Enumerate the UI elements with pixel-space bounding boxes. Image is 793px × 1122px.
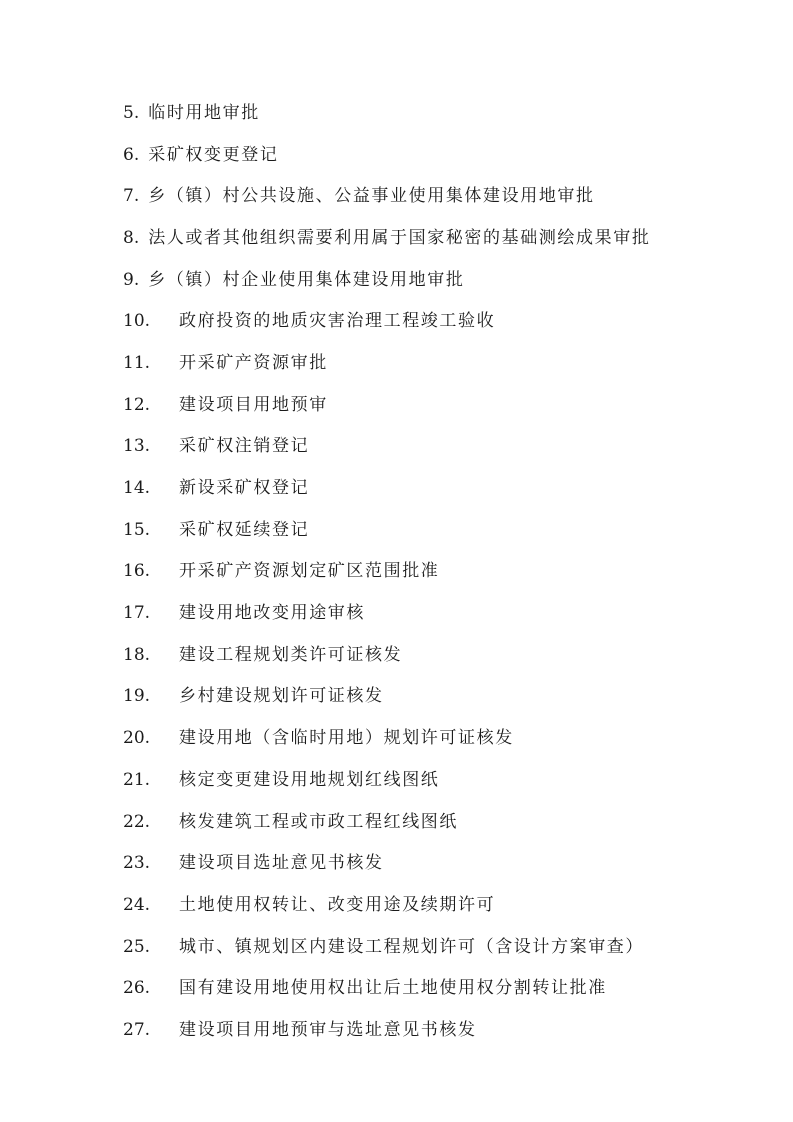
approval-item-list	[123, 92, 743, 1051]
item-text: 开采矿产资源划定矿区范围批准	[179, 561, 440, 582]
item-number: 7.	[123, 186, 140, 207]
item-text: 建设项目用地预审与选址意见书核发	[179, 1019, 477, 1040]
item-number: 12.	[123, 394, 151, 415]
list-item	[123, 300, 743, 342]
item-text: 建设用地改变用途审核	[179, 603, 365, 624]
list-item	[123, 134, 743, 176]
item-number: 22.	[123, 811, 151, 832]
item-number: 15.	[123, 519, 151, 540]
list-item	[123, 884, 743, 926]
item-text: 政府投资的地质灾害治理工程竣工验收	[179, 311, 496, 332]
list-item	[123, 259, 743, 301]
item-number: 20.	[123, 728, 151, 749]
item-text: 乡村建设规划许可证核发	[179, 686, 384, 707]
list-item	[123, 509, 743, 551]
item-number: 6.	[123, 144, 140, 165]
item-text: 法人或者其他组织需要利用属于国家秘密的基础测绘成果审批	[148, 227, 651, 248]
list-item	[123, 217, 743, 259]
list-item	[123, 92, 743, 134]
item-text: 乡（镇）村企业使用集体建设用地审批	[148, 269, 465, 290]
list-item	[123, 551, 743, 593]
item-number: 26.	[123, 978, 151, 999]
list-item	[123, 384, 743, 426]
item-text: 乡（镇）村公共设施、公益事业使用集体建设用地审批	[148, 186, 595, 207]
item-text: 建设项目选址意见书核发	[179, 853, 384, 874]
list-item	[123, 175, 743, 217]
item-number: 9.	[123, 269, 140, 290]
item-text: 国有建设用地使用权出让后土地使用权分割转让批准	[179, 978, 607, 999]
list-item	[123, 676, 743, 718]
list-item	[123, 426, 743, 468]
item-number: 16.	[123, 561, 151, 582]
item-text: 临时用地审批	[148, 102, 260, 123]
item-number: 14.	[123, 478, 151, 499]
list-item	[123, 467, 743, 509]
list-item	[123, 717, 743, 759]
item-text: 建设工程规划类许可证核发	[179, 644, 403, 665]
item-number: 21.	[123, 769, 151, 790]
item-number: 13.	[123, 436, 151, 457]
list-item	[123, 342, 743, 384]
item-text: 建设项目用地预审	[179, 394, 328, 415]
item-text: 采矿权变更登记	[148, 144, 279, 165]
item-number: 17.	[123, 603, 151, 624]
item-number: 8.	[123, 227, 140, 248]
list-item	[123, 926, 743, 968]
item-text: 土地使用权转让、改变用途及续期许可	[179, 894, 496, 915]
item-text: 新设采矿权登记	[179, 478, 310, 499]
list-item	[123, 759, 743, 801]
item-number: 24.	[123, 894, 151, 915]
item-number: 10.	[123, 311, 151, 332]
item-number: 11.	[123, 352, 151, 373]
item-text: 采矿权注销登记	[179, 436, 310, 457]
item-text: 建设用地（含临时用地）规划许可证核发	[179, 728, 514, 749]
item-text: 核发建筑工程或市政工程红线图纸	[179, 811, 458, 832]
list-item	[123, 592, 743, 634]
list-item	[123, 1009, 743, 1051]
list-item	[123, 842, 743, 884]
item-number: 5.	[123, 102, 140, 123]
item-text: 核定变更建设用地规划红线图纸	[179, 769, 440, 790]
item-number: 18.	[123, 644, 151, 665]
item-number: 19.	[123, 686, 151, 707]
item-text: 开采矿产资源审批	[179, 352, 328, 373]
item-number: 27.	[123, 1019, 151, 1040]
list-item	[123, 967, 743, 1009]
item-text: 城市、镇规划区内建设工程规划许可（含设计方案审查）	[179, 936, 644, 957]
item-text: 采矿权延续登记	[179, 519, 310, 540]
list-item	[123, 801, 743, 843]
list-item	[123, 634, 743, 676]
item-number: 25.	[123, 936, 151, 957]
item-number: 23.	[123, 853, 151, 874]
